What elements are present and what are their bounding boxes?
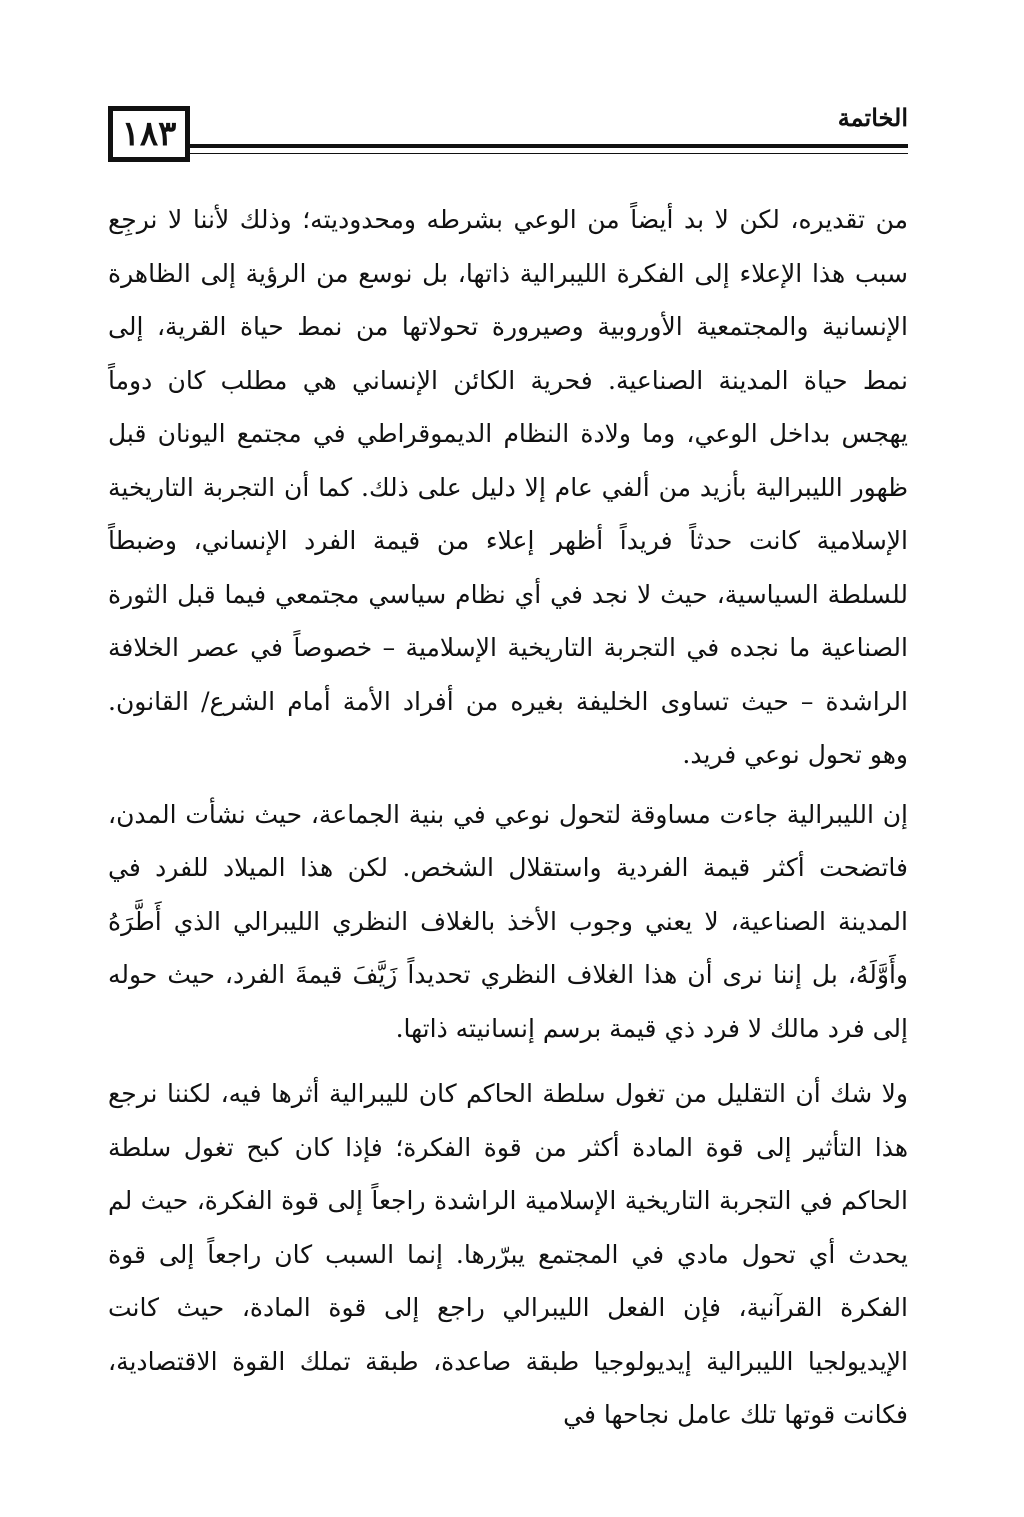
header-rule-thin [190, 153, 908, 154]
paragraph-2: إن الليبرالية جاءت مساوقة لتحول نوعي في بنية الجماعة، حيث نشأت المدن، فاتضحت أكثر قيمة الفردية واستقلال الشخص. لكن هذا الميلاد للفرد في المدينة الصناعية، لا يعني وجوب الأخذ بالغلاف النظري الليبرالي الذي أَطَّرَهُ وأَوَّلَهُ، بل إننا نرى أن هذا الغلاف النظري تحديداً زَيَّفَ قيمةَ الفرد، حيث حوله إلى فرد مالك لا فرد ذي قيمة برسم إنسانيته ذاتها. [108, 799, 908, 1043]
running-title: الخاتمة [837, 103, 908, 132]
paragraph-1: من تقديره، لكن لا بد أيضاً من الوعي بشرطه ومحدوديته؛ وذلك لأننا لا نرجِع سبب هذا الإعلاء إلى الفكرة الليبرالية ذاتها، بل نوسع من الرؤية إلى الظاهرة الإنسانية والمجتمعية الأوروبية وصيرورة تحولاتها من نمط حياة القرية، إلى نمط حياة المدينة الصناعية. فحرية الكائن الإنساني هي مطلب كان دوماً يهجس بداخل الوعي، وما ولادة النظام الديموقراطي في مجتمع اليونان قبل ظهور الليبرالية بأزيد من ألفي عام إلا دليل على ذلك. كما أن التجربة التاريخية الإسلامية كانت حدثاً فريداً أظهر إعلاء من قيمة الفرد الإنساني، وضبطاً للسلطة السياسية، حيث لا نجد في أي نظام سياسي مجتمعي فيما قبل الثورة الصناعية ما نجده في التجربة التاريخية الإسلامية – خصوصاً في عصر الخلافة الراشدة – حيث تساوى الخليفة بغيره من أفراد الأمة أمام الشرع/ القانون. وهو تحول نوعي فريد. [108, 205, 908, 769]
page-body [108, 193, 908, 1442]
page-number: ١٨٣ [108, 106, 190, 162]
paragraph-3: ولا شك أن التقليل من تغول سلطة الحاكم كان لليبرالية أثرها فيه، لكننا نرجع هذا التأثير إلى قوة المادة أكثر من قوة الفكرة؛ فإذا كان كبح تغول سلطة الحاكم في التجربة التاريخية الإسلامية الراشدة راجعاً إلى قوة الفكرة، حيث لم يحدث أي تحول مادي في المجتمع يبرّرها. إنما السبب كان راجعاً إلى قوة الفكرة القرآنية، فإن الفعل الليبرالي راجع إلى قوة المادة، حيث كانت الإيديولجيا الليبرالية إيديولوجيا طبقة صاعدة، طبقة تملك القوة الاقتصادية، فكانت قوتها تلك عامل نجاحها في [108, 1079, 908, 1429]
page-header [108, 98, 908, 178]
header-rule-thick [190, 144, 908, 148]
